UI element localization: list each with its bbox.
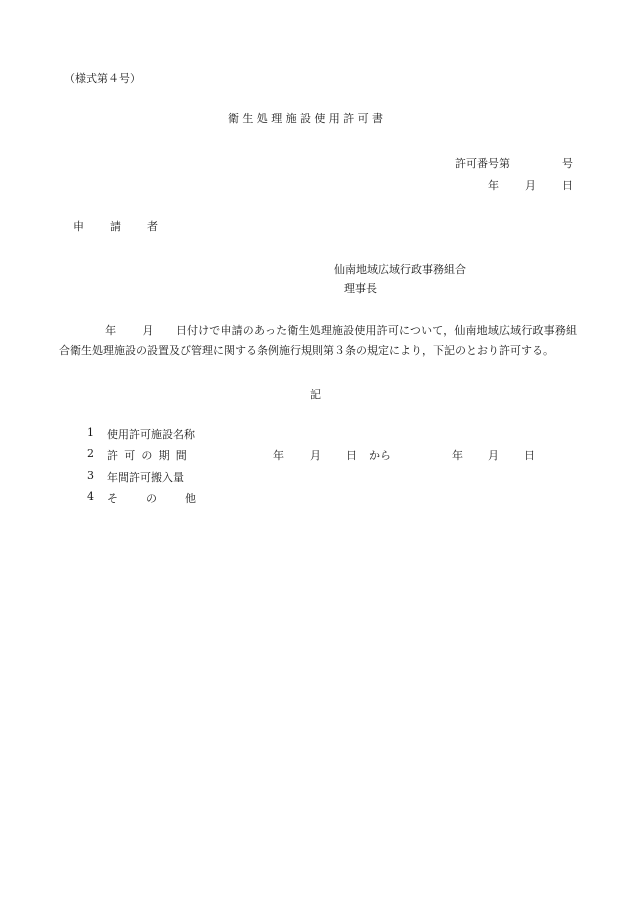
item-number: 4: [87, 490, 94, 503]
body-year: 年: [105, 324, 117, 337]
issue-date-year: 年: [488, 179, 499, 192]
period-start-year: 年: [273, 449, 284, 462]
period-start-day: 日: [346, 449, 357, 462]
permit-number-label: 許可番号第: [455, 157, 510, 170]
body-month: 月: [142, 324, 154, 337]
period-start-month: 月: [310, 449, 321, 462]
item-label: その他: [107, 492, 224, 505]
issuer-title: 理事長: [344, 282, 377, 295]
period-end-year: 年: [452, 449, 463, 462]
period-end-month: 月: [488, 449, 499, 462]
period-end-day: 日: [524, 449, 535, 462]
issue-date-month: 月: [525, 179, 536, 192]
applicant-label: 申 請 者: [73, 220, 166, 233]
item-number: 1: [87, 426, 94, 439]
item-label: 年間許可搬入量: [107, 471, 184, 484]
item-number: 3: [87, 469, 94, 482]
item-label: 使用許可施設名称: [107, 428, 195, 441]
permit-number-suffix: 号: [562, 157, 573, 170]
ki-label: 記: [310, 388, 321, 401]
permit-body-text: [59, 321, 577, 361]
form-number: （様式第４号）: [64, 72, 141, 85]
issue-date-day: 日: [562, 179, 573, 192]
item-number: 2: [87, 447, 94, 460]
issuer-organization: 仙南地域広域行政事務組合: [334, 263, 466, 276]
document-title: 衛生処理施設使用許可書: [228, 112, 387, 125]
body-rest: 日付けで申請のあった衛生処理施設使用許可について，仙南地域広域行政事務組合衛生処理施設の設置及び管理に関する条例施行規則第３条の規定により，下記のとおり許可する。: [59, 324, 577, 357]
item-label: 許可の期間: [107, 449, 193, 462]
period-from: から: [369, 449, 391, 462]
